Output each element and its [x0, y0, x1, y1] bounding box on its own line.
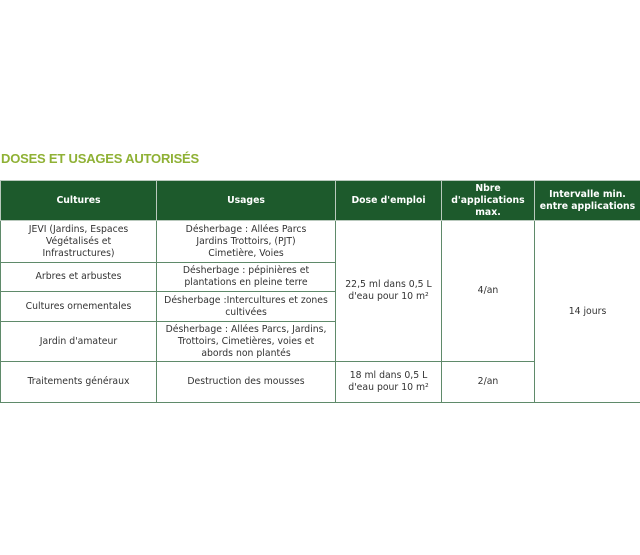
header-usages: Usages	[157, 181, 336, 221]
table-header	[1, 181, 640, 221]
dose-cell: 18 ml dans 0,5 L d'eau pour 10 m²	[336, 362, 442, 403]
culture-cell: Arbres et arbustes	[1, 263, 157, 292]
section-title: DOSES ET USAGES AUTORISÉS	[1, 151, 199, 166]
usage-cell: Désherbage : pépinières et plantations en pleine terre	[157, 263, 336, 292]
culture-cell: Cultures ornementales	[1, 292, 157, 322]
applications-cell: 4/an	[442, 221, 535, 362]
culture-cell: Jardin d'amateur	[1, 322, 157, 362]
usage-cell: Destruction des mousses	[157, 362, 336, 403]
applications-cell: 2/an	[442, 362, 535, 403]
header-applications: Nbre d'applications max.	[442, 181, 535, 221]
usage-cell: Désherbage : Allées Parcs, Jardins, Trottoirs, Cimetières, voies et abords non plantés	[157, 322, 336, 362]
interval-cell: 14 jours	[535, 221, 640, 403]
header-interval: Intervalle min. entre applications	[535, 181, 640, 221]
culture-cell: JEVI (Jardins, Espaces Végétalisés et Infrastructures)	[1, 221, 157, 263]
usage-cell: Désherbage : Allées Parcs Jardins Trottoirs, (PJT) Cimetière, Voies	[157, 221, 336, 263]
table-row	[1, 221, 640, 263]
doses-table	[0, 180, 640, 403]
dose-cell: 22,5 ml dans 0,5 L d'eau pour 10 m²	[336, 221, 442, 362]
culture-cell: Traitements généraux	[1, 362, 157, 403]
header-dose: Dose d'emploi	[336, 181, 442, 221]
usage-cell: Désherbage :Intercultures et zones cultivées	[157, 292, 336, 322]
header-cultures: Cultures	[1, 181, 157, 221]
